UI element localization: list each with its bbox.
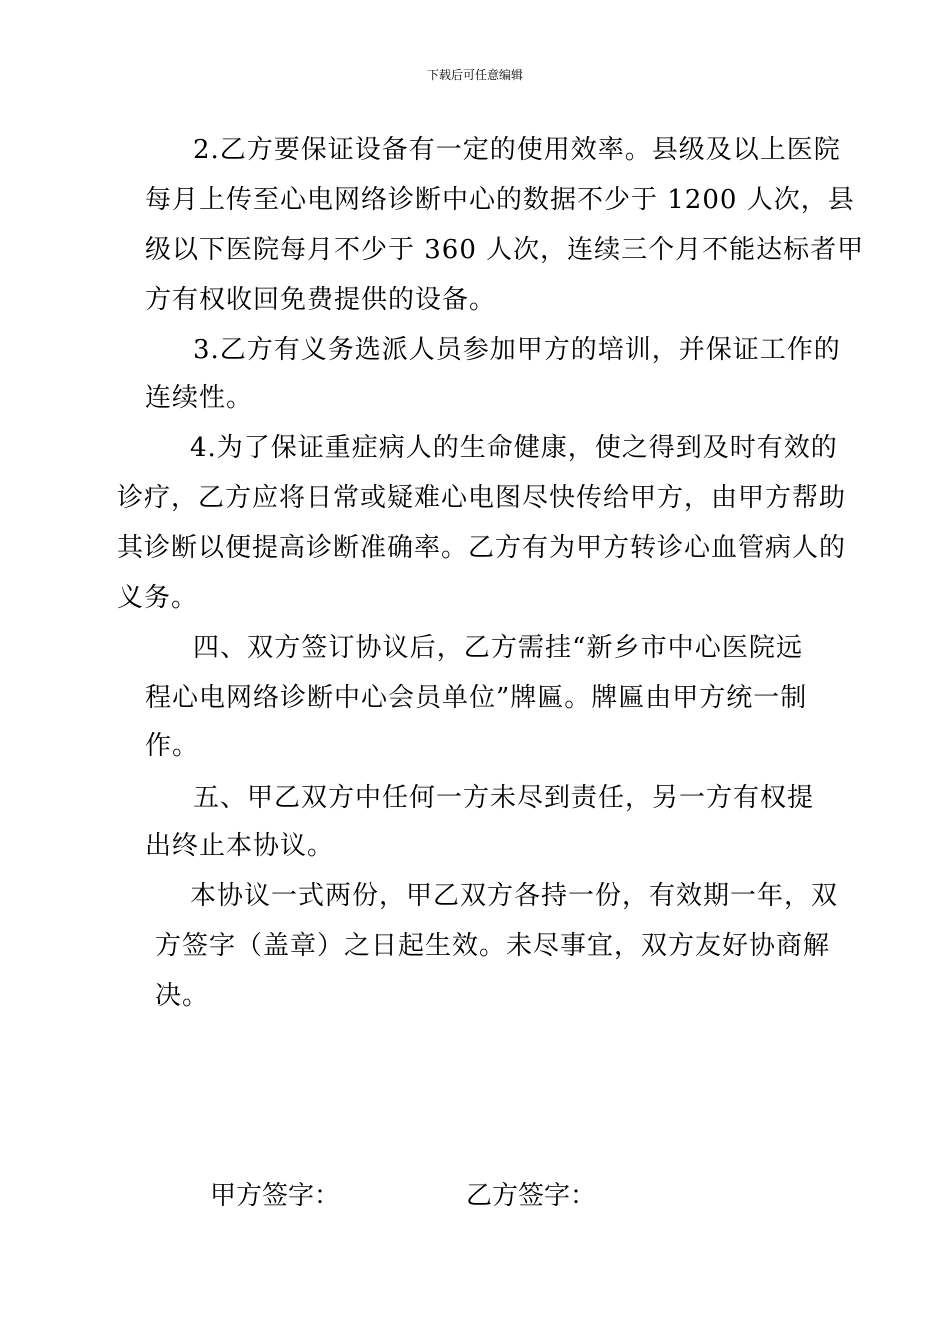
- text-line: 五、甲乙双方中任何一方未尽到责任，另一方有权提: [193, 783, 815, 813]
- text-line: 义务。: [117, 583, 199, 613]
- text-line: 每月上传至心电网络诊断中心的数据不少于 1200 人次，县: [145, 185, 855, 215]
- text-line: 连续性。: [145, 383, 254, 413]
- text-line: 3.乙方有义务选派人员参加甲方的培训，并保证工作的: [193, 335, 841, 365]
- text-line: 2.乙方要保证设备有一定的使用效率。县级及以上医院: [193, 135, 841, 165]
- party-a-signature-label: 甲方签字：: [210, 1181, 341, 1211]
- text-line: 作。: [145, 731, 200, 761]
- text-line: 诊疗，乙方应将日常或疑难心电图尽快传给甲方，由甲方帮助: [117, 483, 847, 513]
- text-line: 程心电网络诊断中心会员单位”牌匾。牌匾由甲方统一制: [145, 683, 808, 713]
- download-note-header: 下载后可任意编辑: [426, 68, 523, 82]
- text-line: 方签字（盖章）之日起生效。未尽事宜，双方友好协商解: [155, 931, 831, 961]
- text-line: 本协议一式两份，甲乙双方各持一份，有效期一年，双: [190, 881, 839, 911]
- text-line: 方有权收回免费提供的设备。: [145, 285, 497, 315]
- text-line: 决。: [155, 981, 210, 1011]
- text-line: 其诊断以便提高诊断准确率。乙方有为甲方转诊心血管病人的: [117, 533, 847, 563]
- text-line: 级以下医院每月不少于 360 人次，连续三个月不能达标者甲: [145, 235, 865, 265]
- text-line: 四、双方签订协议后，乙方需挂“新乡市中心医院远: [193, 633, 803, 663]
- text-line: 出终止本协议。: [145, 831, 335, 861]
- text-line: 4.为了保证重症病人的生命健康，使之得到及时有效的: [190, 433, 838, 463]
- party-b-signature-label: 乙方签字：: [466, 1181, 597, 1211]
